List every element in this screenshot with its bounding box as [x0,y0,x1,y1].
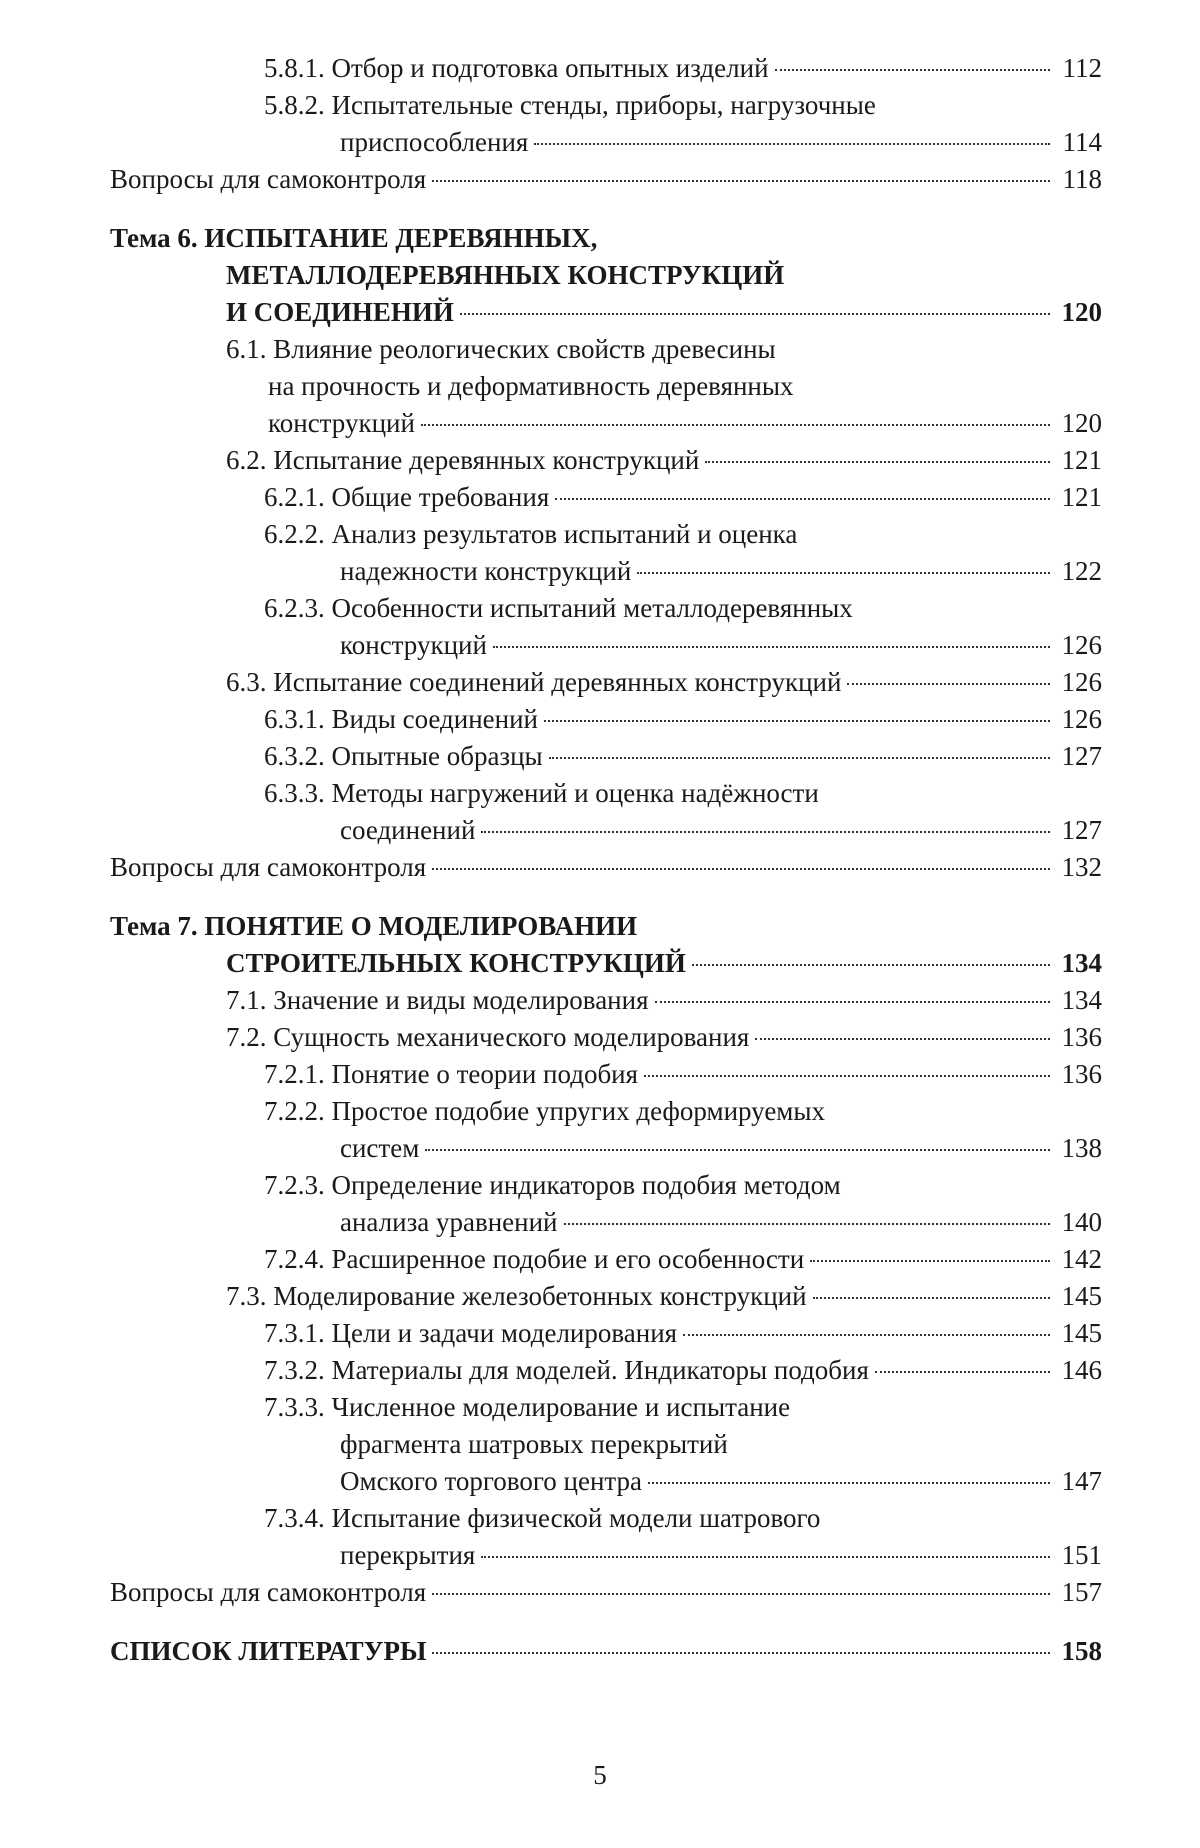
toc-entry [110,124,1102,161]
toc-entry [110,849,1102,886]
toc-entry-label: СПИСОК ЛИТЕРАТУРЫ [110,1636,427,1666]
toc-entry-label: конструкций [268,408,415,438]
toc-entry [110,775,1102,812]
toc-entry-page: 146 [1061,1355,1102,1385]
toc-entry-label: на прочность и деформативность деревянных [268,371,794,401]
toc-entry [110,161,1102,198]
toc-entry-label: 6.3.2. Опытные образцы [264,741,543,771]
toc-entry [110,87,1102,124]
toc-entry [110,1241,1102,1278]
toc-entry [110,982,1102,1019]
toc-entry-label: 7.3.2. Материалы для моделей. Индикаторы подобия [264,1355,869,1385]
dot-leader [705,461,1050,463]
toc-entry-label: 7.3. Моделирование железобетонных конструкций [226,1281,807,1311]
dot-leader [460,313,1050,315]
toc-entry [110,331,1102,368]
section-gap [110,1611,1102,1633]
dot-leader [549,757,1050,759]
toc-entry-label: анализа уравнений [340,1207,558,1237]
toc-entry-page: 132 [1061,852,1102,882]
toc-entry-page: 121 [1061,445,1102,475]
toc-entry [110,1389,1102,1426]
toc-entry-label: 7.3.1. Цели и задачи моделирования [264,1318,678,1348]
toc-entry [110,1093,1102,1130]
toc-entry [110,294,1102,331]
toc-entry-page: 120 [1061,408,1102,438]
dot-leader [555,498,1050,500]
toc-entry [110,812,1102,849]
toc-entry-page: 158 [1061,1636,1102,1666]
page-number: 5 [593,1760,607,1790]
dot-leader [534,143,1050,145]
toc-entry-label: Вопросы для самоконтроля [110,164,427,194]
toc-entry [110,1463,1102,1500]
toc-entry-page: 136 [1061,1059,1102,1089]
toc-entry [110,945,1102,982]
toc-entry-label: 6.2.1. Общие требования [264,482,550,512]
toc-entry [110,908,1102,945]
dot-leader [493,646,1050,648]
toc-entry-label: 6.3.3. Методы нагружений и оценка надёжности [264,778,819,808]
dot-leader [655,1001,1051,1003]
dot-leader [648,1482,1050,1484]
dot-leader [481,831,1050,833]
toc-entry-label: фрагмента шатровых перекрытий [340,1429,728,1459]
dot-leader [432,1652,1050,1654]
toc-entry-label: 7.2.1. Понятие о теории подобия [264,1059,639,1089]
toc-entry [110,1574,1102,1611]
section-gap [110,198,1102,220]
dot-leader [775,69,1050,71]
toc-entry-label: МЕТАЛЛОДЕРЕВЯННЫХ КОНСТРУКЦИЙ [226,260,785,290]
toc-entry-label: Тема 7. ПОНЯТИЕ О МОДЕЛИРОВАНИИ [110,911,638,941]
toc-entry [110,553,1102,590]
toc-entry [110,368,1102,405]
toc-entry-label: соединений [340,815,476,845]
toc-entry [110,516,1102,553]
toc-entry-page: 140 [1061,1207,1102,1237]
dot-leader [564,1223,1051,1225]
table-of-contents [110,50,1102,1670]
toc-entry-label: 6.3. Испытание соединений деревянных конструкций [226,667,842,697]
toc-entry-label: 7.2.4. Расширенное подобие и его особенности [264,1244,805,1274]
toc-entry-page: 145 [1061,1318,1102,1348]
dot-leader [810,1260,1050,1262]
toc-entry-label: 5.8.1. Отбор и подготовка опытных изделий [264,53,769,83]
toc-entry-page: 127 [1061,815,1102,845]
toc-entry-page: 127 [1061,741,1102,771]
toc-entry-page: 122 [1061,556,1102,586]
toc-entry [110,1315,1102,1352]
toc-entry-label: 7.2. Сущность механического моделирования [226,1022,750,1052]
dot-leader [847,683,1050,685]
toc-entry-label: 5.8.2. Испытательные стенды, приборы, нагрузочные [264,90,876,120]
dot-leader [481,1556,1050,1558]
toc-entry [110,701,1102,738]
dot-leader [692,964,1050,966]
toc-entry [110,1352,1102,1389]
toc-entry [110,627,1102,664]
toc-entry-page: 134 [1061,985,1102,1015]
toc-entry-label: 7.2.2. Простое подобие упругих деформируемых [264,1096,826,1126]
toc-entry-label: 6.1. Влияние реологических свойств древесины [226,334,776,364]
dot-leader [683,1334,1050,1336]
toc-entry-page: 126 [1061,667,1102,697]
toc-entry-label: 7.1. Значение и виды моделирования [226,985,649,1015]
toc-entry-label: 6.2.3. Особенности испытаний металлодеревянных [264,593,853,623]
toc-entry-label: 7.3.4. Испытание физической модели шатрового [264,1503,821,1533]
toc-entry-label: 7.3.3. Численное моделирование и испытание [264,1392,791,1422]
toc-entry-page: 114 [1062,127,1102,157]
toc-entry-label: Тема 6. ИСПЫТАНИЕ ДЕРЕВЯННЫХ, [110,223,598,253]
toc-entry-page: 134 [1061,948,1102,978]
toc-entry-label: приспособления [340,127,529,157]
dot-leader [644,1075,1050,1077]
toc-entry [110,1167,1102,1204]
toc-entry-label: систем [340,1133,420,1163]
toc-entry [110,1278,1102,1315]
toc-entry [110,479,1102,516]
dot-leader [813,1297,1050,1299]
toc-entry-page: 151 [1061,1540,1102,1570]
toc-entry [110,442,1102,479]
toc-entry-label: Вопросы для самоконтроля [110,852,427,882]
toc-entry-label: перекрытия [340,1540,476,1570]
section-gap [110,886,1102,908]
toc-entry [110,257,1102,294]
toc-entry [110,405,1102,442]
toc-entry [110,1537,1102,1574]
toc-entry [110,1633,1102,1670]
toc-entry [110,1056,1102,1093]
toc-entry-label: 7.2.3. Определение индикаторов подобия методом [264,1170,841,1200]
toc-entry-label: СТРОИТЕЛЬНЫХ КОНСТРУКЦИЙ [226,948,686,978]
toc-entry [110,1130,1102,1167]
toc-entry-page: 136 [1061,1022,1102,1052]
toc-entry-page: 120 [1061,297,1102,327]
dot-leader [421,424,1050,426]
dot-leader [544,720,1050,722]
toc-entry-label: 6.2.2. Анализ результатов испытаний и оценка [264,519,798,549]
toc-entry-label: 6.2. Испытание деревянных конструкций [226,445,700,475]
toc-entry-label: конструкций [340,630,487,660]
toc-entry-page: 145 [1061,1281,1102,1311]
toc-entry-page: 126 [1061,704,1102,734]
toc-entry-page: 138 [1061,1133,1102,1163]
dot-leader [875,1371,1050,1373]
toc-entry-page: 112 [1062,53,1102,83]
dot-leader [432,180,1050,182]
toc-entry-label: 6.3.1. Виды соединений [264,704,538,734]
dot-leader [425,1149,1050,1151]
toc-entry-label: Омского торгового центра [340,1466,643,1496]
toc-entry [110,1500,1102,1537]
toc-entry-page: 126 [1061,630,1102,660]
toc-entry [110,590,1102,627]
toc-entry [110,1019,1102,1056]
toc-entry-page: 157 [1061,1577,1102,1607]
dot-leader [755,1038,1050,1040]
toc-entry-page: 147 [1061,1466,1102,1496]
toc-entry [110,220,1102,257]
toc-entry-page: 118 [1062,164,1102,194]
toc-entry-label: Вопросы для самоконтроля [110,1577,427,1607]
toc-entry [110,664,1102,701]
dot-leader [432,868,1050,870]
toc-entry [110,1204,1102,1241]
toc-entry [110,50,1102,87]
dot-leader [637,572,1050,574]
toc-entry-page: 142 [1061,1244,1102,1274]
toc-entry [110,738,1102,775]
dot-leader [432,1593,1050,1595]
toc-entry-label: И СОЕДИНЕНИЙ [226,297,454,327]
toc-entry [110,1426,1102,1463]
toc-entry-page: 121 [1061,482,1102,512]
toc-entry-label: надежности конструкций [340,556,632,586]
